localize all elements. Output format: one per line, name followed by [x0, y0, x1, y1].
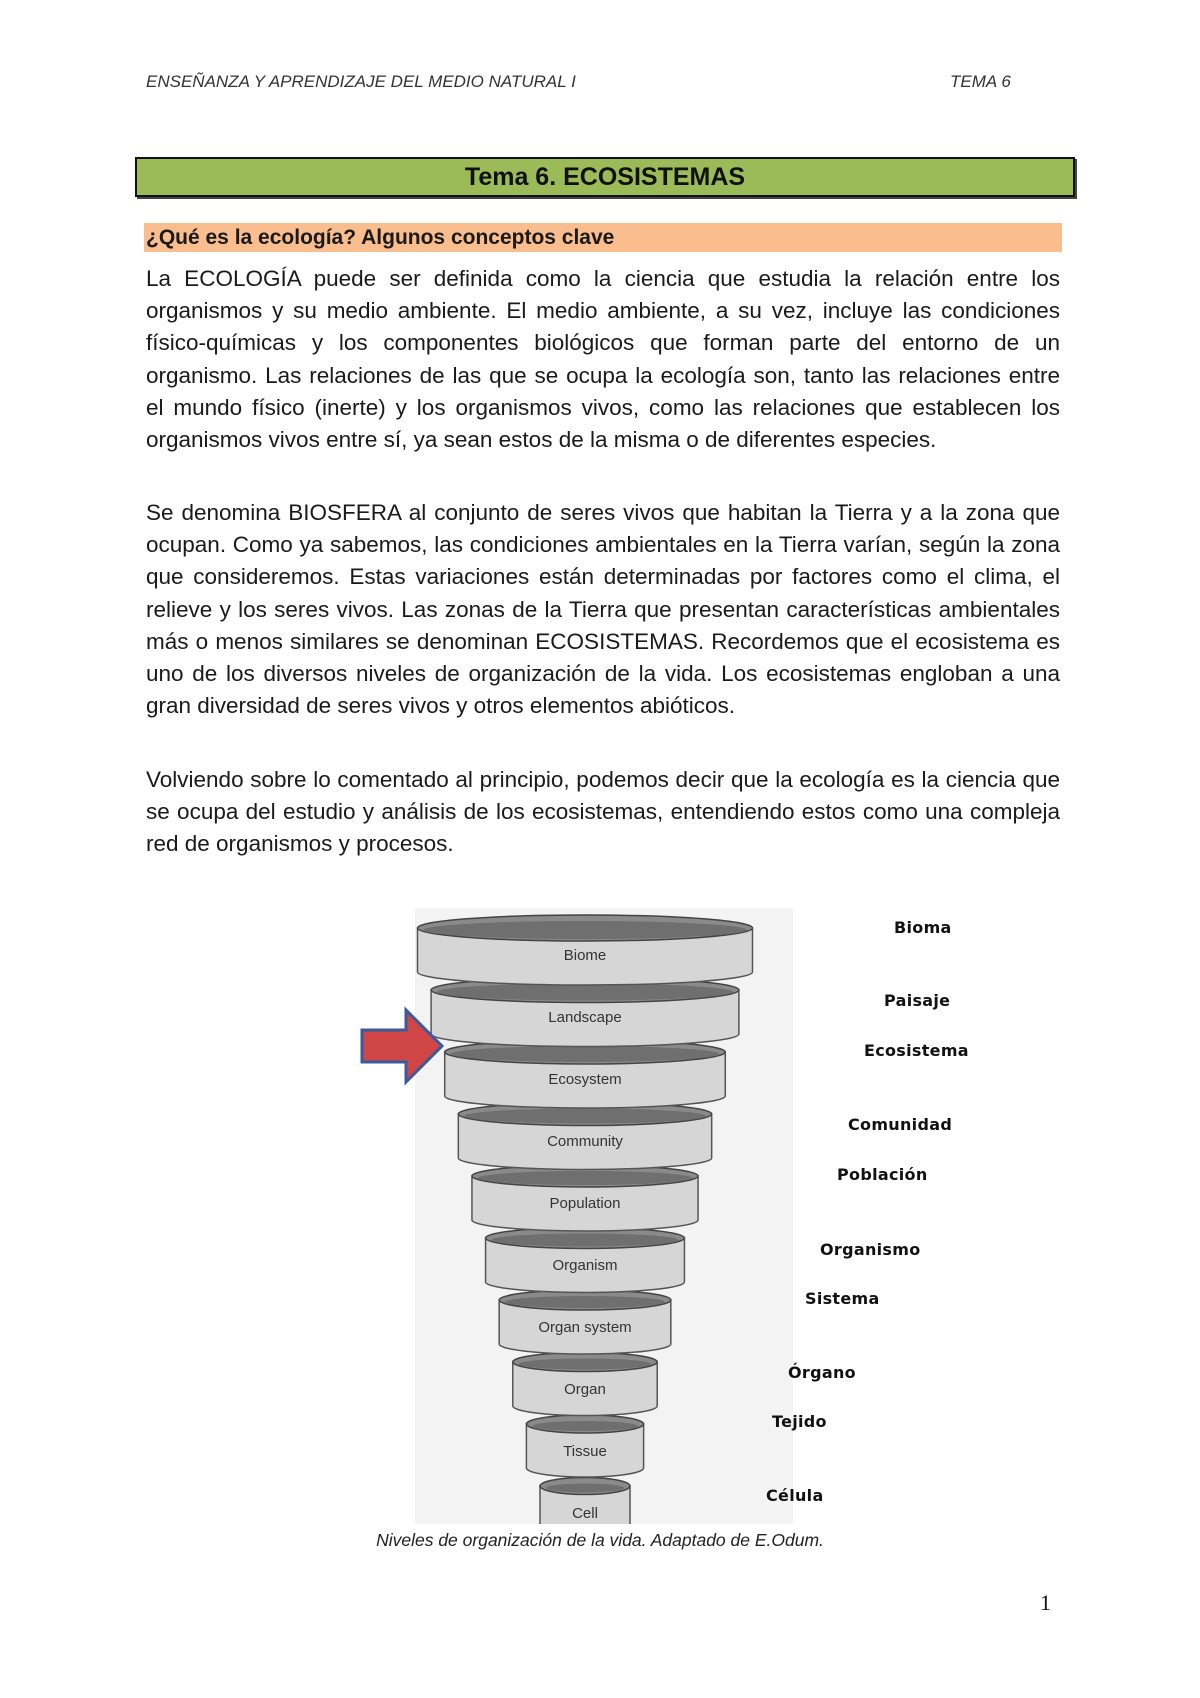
organization-funnel-diagram [415, 908, 793, 1524]
page-number: 1 [1040, 1590, 1051, 1615]
figure-caption: Niveles de organización de la vida. Adaptado de E.Odum. [376, 1530, 824, 1550]
funnel-level-organ-system [499, 1290, 671, 1354]
level-label-es: Célula [766, 1486, 824, 1505]
funnel-level-cell [540, 1478, 630, 1525]
document-title: Tema 6. ECOSISTEMAS [135, 157, 1075, 197]
running-header-topic: TEMA 6 [950, 72, 1011, 91]
level-label-es: Órgano [788, 1363, 856, 1382]
funnel-level-biome [418, 915, 753, 985]
funnel-level-tissue [526, 1415, 643, 1477]
level-label-es: Bioma [894, 918, 952, 937]
funnel-level-label: Ecosystem [548, 1071, 622, 1088]
level-label-es: Paisaje [884, 991, 951, 1010]
funnel-level-label: Tissue [563, 1443, 607, 1460]
level-label-es: Organismo [820, 1240, 921, 1259]
levels-of-organization-figure [415, 908, 793, 1524]
level-label-es: Tejido [772, 1412, 827, 1431]
running-header-course: ENSEÑANZA Y APRENDIZAJE DEL MEDIO NATURAL I [146, 72, 576, 91]
funnel-level-organism [486, 1228, 685, 1293]
funnel-level-landscape [431, 978, 739, 1047]
funnel-level-organ [513, 1353, 657, 1416]
funnel-level-label: Community [547, 1133, 623, 1150]
level-label-es: Población [837, 1165, 928, 1184]
funnel-level-label: Population [549, 1195, 621, 1212]
paragraph-biosfera: Se denomina BIOSFERA al conjunto de seres vivos que habitan la Tierra y a la zona que ocupan. Como ya sabemos, las condiciones ambientales en la Tierra varían, según la zona que consideremos. Estas variaciones están determinadas por factores como el clima, el relieve y los seres vivos. Las zonas de la Tierra que presentan características ambientales más o menos similares se denominan ECOSISTEMAS. Recordemos que el ecosistema es uno de los diversos niveles de organización de la vida. Los ecosistemas engloban a una gran diversidad de seres vivos y otros elementos abióticos. [146, 500, 1060, 719]
funnel-level-label: Organism [552, 1257, 618, 1274]
paragraph-ecologia: La ECOLOGÍA puede ser definida como la ciencia que estudia la relación entre los organismos y su medio ambiente. El medio ambiente, a su vez, incluye las condiciones físico-químicas y los componentes biológicos que forman parte del entorno de un organismo. Las relaciones de las que se ocupa la ecología son, tanto las relaciones entre el mundo físico (inerte) y los organismos vivos, como las relaciones que establecen los organismos vivos entre sí, ya sean estos de la misma o de diferentes especies. [146, 266, 1060, 453]
level-label-es: Comunidad [848, 1115, 953, 1134]
level-label-es: Ecosistema [864, 1041, 969, 1060]
funnel-level-label: Landscape [548, 1009, 622, 1026]
funnel-level-label: Cell [572, 1505, 598, 1522]
paragraph-conclusion: Volviendo sobre lo comentado al principio, podemos decir que la ecología es la ciencia que se ocupa del estudio y análisis de los ecosistemas, entendiendo estos como una compleja red de organismos y procesos. [146, 767, 1060, 857]
funnel-level-population [472, 1165, 698, 1231]
funnel-level-label: Biome [563, 947, 607, 964]
funnel-level-label: Organ [564, 1381, 606, 1398]
level-label-es: Sistema [805, 1289, 880, 1308]
funnel-level-community [458, 1103, 711, 1170]
ecosystem-pointer-arrow-icon [358, 1006, 448, 1086]
section-heading: ¿Qué es la ecología? Algunos conceptos clave [144, 223, 1062, 252]
funnel-level-ecosystem [445, 1040, 726, 1108]
funnel-level-label: Organ system [538, 1319, 632, 1336]
